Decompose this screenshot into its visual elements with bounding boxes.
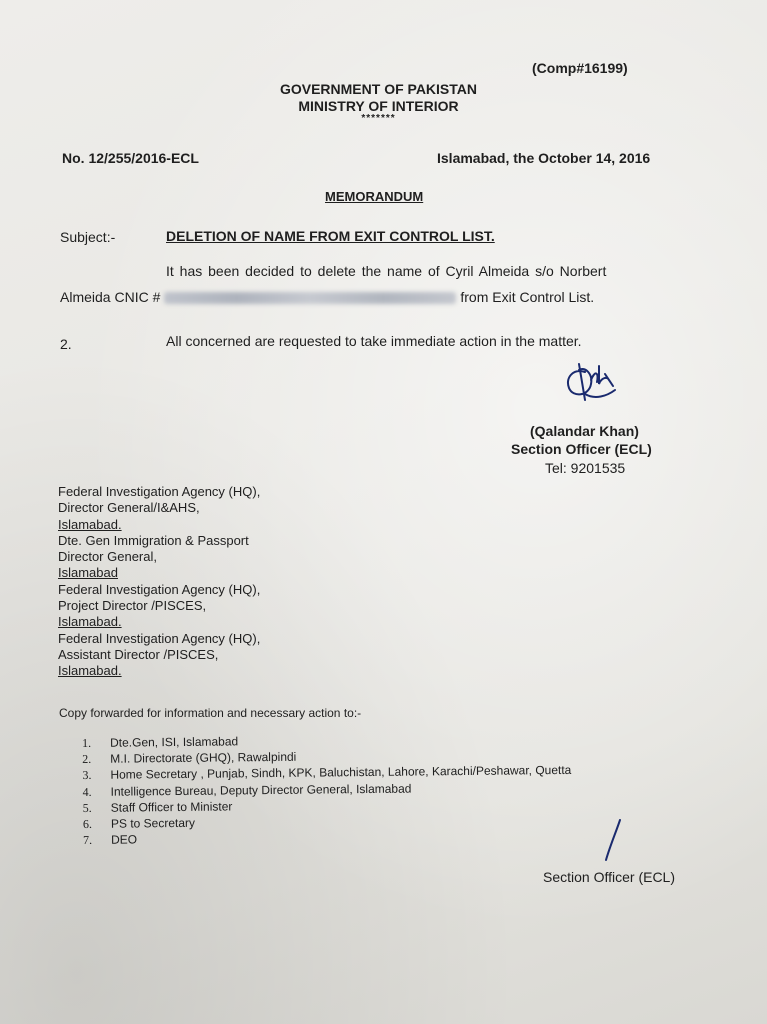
initials-mark bbox=[602, 818, 624, 862]
addressee-line: Islamabad. bbox=[58, 663, 122, 679]
comp-number: (Comp#16199) bbox=[532, 60, 628, 76]
handwritten-signature bbox=[555, 360, 627, 410]
signatory-designation: Section Officer (ECL) bbox=[511, 441, 652, 457]
list-number: 7. bbox=[83, 833, 93, 848]
addressee-line: Federal Investigation Agency (HQ), bbox=[58, 484, 261, 499]
subject-text: DELETION OF NAME FROM EXIT CONTROL LIST. bbox=[166, 228, 495, 244]
copy-recipient-list bbox=[82, 730, 572, 848]
ministry-heading: MINISTRY OF INTERIOR bbox=[298, 98, 459, 114]
list-text: PS to Secretary bbox=[110, 815, 196, 831]
cnic-label: Almeida CNIC # bbox=[60, 289, 161, 305]
addressee-line: Director General, bbox=[58, 549, 157, 565]
list-number: 5. bbox=[82, 800, 92, 815]
paragraph-2-number: 2. bbox=[60, 336, 72, 352]
paragraph-2-text: All concerned are requested to take immediate action in the matter. bbox=[166, 333, 582, 349]
addressee-line: Islamabad. bbox=[58, 516, 122, 532]
reference-number: No. 12/255/2016-ECL bbox=[62, 150, 199, 166]
subject-label: Subject:- bbox=[60, 229, 116, 245]
list-text: Home Secretary , Punjab, Sindh, KPK, Baluchistan, Lahore, Karachi/Peshawar, Quetta bbox=[110, 763, 572, 783]
addressee-line: Federal Investigation Agency (HQ), bbox=[58, 630, 261, 646]
list-number: 1. bbox=[82, 735, 92, 750]
signatory-telephone: Tel: 9201535 bbox=[545, 460, 626, 476]
addressee-line: Federal Investigation Agency (HQ), bbox=[58, 581, 261, 597]
list-text: DEO bbox=[111, 832, 138, 847]
addressee-line: Director General/I&AHS, bbox=[58, 500, 200, 516]
date-line: Islamabad, the October 14, 2016 bbox=[437, 150, 651, 166]
list-number: 2. bbox=[82, 752, 92, 767]
addressee-line: Project Director /PISCES, bbox=[58, 598, 207, 614]
list-number: 4. bbox=[82, 784, 92, 799]
list-text: Intelligence Bureau, Deputy Director General, Islamabad bbox=[110, 781, 412, 799]
signatory-name: (Qalandar Khan) bbox=[530, 423, 639, 439]
heading-stars: ******* bbox=[361, 113, 396, 124]
addressee-line: Islamabad. bbox=[58, 614, 122, 630]
paragraph-1-line-2 bbox=[60, 289, 594, 305]
addressee-line: Dte. Gen Immigration & Passport bbox=[58, 532, 249, 548]
list-text: Dte.Gen, ISI, Islamabad bbox=[110, 734, 239, 750]
addressee-line: Assistant Director /PISCES, bbox=[58, 646, 219, 662]
addressee-list bbox=[58, 484, 260, 680]
closing-designation: Section Officer (ECL) bbox=[543, 869, 676, 885]
memorandum-title: MEMORANDUM bbox=[325, 189, 424, 204]
government-heading: GOVERNMENT OF PAKISTAN bbox=[279, 81, 478, 97]
list-number: 3. bbox=[82, 768, 92, 783]
paragraph-1-end: from Exit Control List. bbox=[460, 289, 595, 305]
list-text: M.I. Directorate (GHQ), Rawalpindi bbox=[110, 749, 297, 766]
redacted-id-block bbox=[164, 292, 456, 304]
list-text: Staff Officer to Minister bbox=[110, 799, 233, 815]
paragraph-1-line-1: It has been decided to delete the name of Cyril Almeida s/o Norbert bbox=[166, 263, 607, 279]
list-number: 6. bbox=[82, 816, 93, 831]
copy-forwarded-line: Copy forwarded for information and necessary action to:- bbox=[59, 706, 362, 720]
addressee-line: Islamabad bbox=[58, 565, 118, 581]
